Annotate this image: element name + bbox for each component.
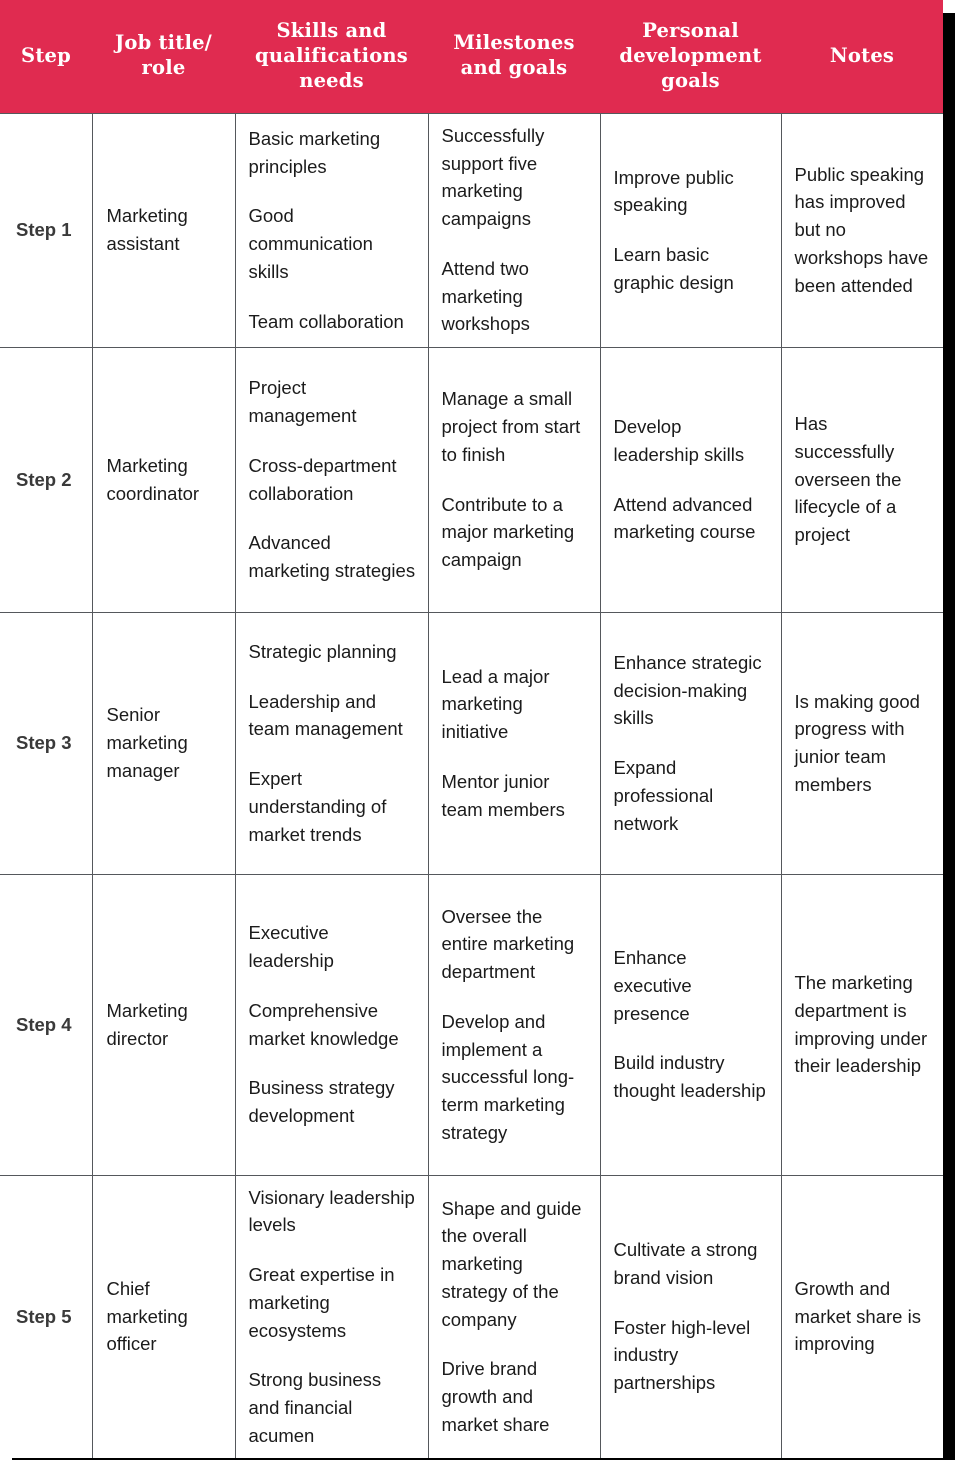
cell-notes-list	[795, 688, 933, 799]
cell-milestones-goals-item: Successfully support five marketing campaigns	[441, 124, 545, 230]
cell-personal-development-goals-item: Build industry thought leadership	[613, 1052, 766, 1102]
column-header-job-title-role-line1: Job title/	[114, 31, 212, 55]
cell-personal-development-goals-item: Develop leadership skills	[613, 416, 745, 465]
column-header-skills-line3: needs	[299, 68, 364, 92]
cell-skills-qualifications-item: Comprehensive market knowledge	[248, 999, 399, 1049]
cell-personal-development-goals-item: Improve public speaking	[613, 166, 734, 216]
cell-skills-qualifications-item: Expert understanding of market trends	[248, 768, 387, 845]
cell-notes	[781, 1175, 943, 1458]
cell-skills-qualifications-item: Project management	[248, 377, 357, 426]
cell-milestones-goals-item: Mentor junior team members	[441, 770, 565, 820]
column-header-step-label: Step	[21, 43, 71, 67]
cell-job-title-role: Marketing coordinator	[92, 347, 235, 612]
column-header-skills-line1: Skills and	[276, 18, 387, 42]
cell-skills-qualifications-item: Team collaboration	[248, 310, 404, 332]
cell-skills-qualifications	[235, 1175, 428, 1458]
cell-milestones-goals-item: Attend two marketing workshops	[441, 257, 530, 335]
cell-skills-qualifications-item: Visionary leadership levels	[248, 1186, 415, 1236]
cell-skills-qualifications-item: Basic marketing principles	[248, 127, 381, 177]
cell-skills-qualifications-item: Executive leadership	[248, 922, 334, 971]
column-header-personal-line3: goals	[661, 68, 720, 92]
cell-step: Step 3	[0, 612, 92, 874]
cell-skills-qualifications	[235, 347, 428, 612]
cell-skills-qualifications-list	[249, 374, 417, 585]
cell-personal-development-goals-item: Enhance executive presence	[613, 947, 692, 1024]
cell-step: Step 5	[0, 1175, 92, 1458]
cell-notes-item: Public speaking has improved but no workshops have been attended	[794, 163, 929, 296]
table-row	[0, 874, 943, 1175]
cell-personal-development-goals-list	[614, 944, 770, 1105]
cell-notes-item: Has successfully overseen the lifecycle of a project	[794, 413, 902, 546]
cell-milestones-goals-item: Contribute to a major marketing campaign	[441, 493, 575, 570]
cell-milestones-goals	[428, 347, 600, 612]
cell-skills-qualifications-list	[249, 1184, 417, 1450]
cell-skills-qualifications-list	[249, 638, 417, 849]
cell-notes-list	[795, 969, 933, 1080]
column-header-personal-line2: development	[619, 43, 762, 67]
cell-notes-item: Growth and market share is improving	[794, 1277, 921, 1355]
cell-milestones-goals-item: Lead a major marketing initiative	[441, 665, 550, 743]
cell-milestones-goals-list	[442, 385, 589, 574]
cell-skills-qualifications-item: Cross-department collaboration	[248, 454, 397, 504]
cell-personal-development-goals-item: Expand professional network	[613, 757, 714, 834]
cell-notes-list	[795, 1275, 933, 1358]
cell-milestones-goals-list	[442, 663, 589, 824]
cell-step: Step 1	[0, 113, 92, 347]
cell-milestones-goals-list	[442, 903, 589, 1147]
column-header-notes	[781, 0, 943, 113]
cell-personal-development-goals-item: Cultivate a strong brand vision	[613, 1239, 758, 1288]
cell-personal-development-goals-list	[614, 413, 770, 546]
cell-personal-development-goals-list	[614, 649, 770, 838]
cell-skills-qualifications-item: Strategic planning	[248, 640, 397, 662]
cell-skills-qualifications-item: Advanced marketing strategies	[248, 532, 416, 581]
cell-skills-qualifications	[235, 612, 428, 874]
cell-milestones-goals-item: Shape and guide the overall marketing strategy of the company	[441, 1197, 582, 1330]
cell-notes	[781, 612, 943, 874]
cell-job-title-role: Marketing director	[92, 874, 235, 1175]
cell-milestones-goals	[428, 1175, 600, 1458]
cell-milestones-goals-item: Drive brand growth and market share	[441, 1358, 550, 1435]
table-body	[0, 113, 943, 1458]
cell-notes-list	[795, 410, 933, 549]
cell-personal-development-goals-item: Enhance strategic decision-making skills	[613, 651, 762, 729]
cell-personal-development-goals-item: Learn basic graphic design	[613, 244, 734, 293]
cell-job-title-role: Senior marketing manager	[92, 612, 235, 874]
column-header-job-title-role	[92, 0, 235, 113]
cell-milestones-goals-item: Oversee the entire marketing department	[441, 905, 575, 982]
column-header-personal-development-goals	[600, 0, 781, 113]
table-header	[0, 0, 943, 113]
column-header-job-title-role-line2: role	[141, 56, 186, 80]
cell-personal-development-goals-list	[614, 1236, 770, 1397]
cell-skills-qualifications-item: Great expertise in marketing ecosystems	[248, 1264, 395, 1341]
column-header-milestones-line1: Milestones	[453, 31, 575, 55]
cell-milestones-goals-item: Develop and implement a successful long-term marketing strategy	[441, 1010, 575, 1143]
cell-job-title-role: Chief marketing officer	[92, 1175, 235, 1458]
cell-personal-development-goals-item: Foster high-level industry partnerships	[613, 1316, 751, 1394]
column-header-skills-qualifications	[235, 0, 428, 113]
cell-personal-development-goals-item: Attend advanced marketing course	[613, 493, 756, 543]
cell-skills-qualifications-item: Good communication skills	[248, 205, 373, 282]
cell-personal-development-goals	[600, 612, 781, 874]
cell-personal-development-goals	[600, 874, 781, 1175]
cell-personal-development-goals-list	[614, 164, 770, 297]
cell-skills-qualifications	[235, 874, 428, 1175]
cell-notes	[781, 113, 943, 347]
cell-milestones-goals-list	[442, 122, 589, 338]
cell-notes-item: The marketing department is improving under their leadership	[794, 972, 928, 1077]
column-header-notes-label: Notes	[829, 43, 895, 67]
cell-skills-qualifications-list	[249, 125, 417, 336]
cell-personal-development-goals	[600, 113, 781, 347]
column-header-milestones-goals	[428, 0, 600, 113]
cell-notes-list	[795, 161, 933, 300]
cell-skills-qualifications-item: Leadership and team management	[248, 690, 403, 740]
cell-milestones-goals-item: Manage a small project from start to finish	[441, 388, 581, 465]
cell-skills-qualifications	[235, 113, 428, 347]
cell-skills-qualifications-item: Strong business and financial acumen	[248, 1369, 382, 1446]
column-header-step	[0, 0, 92, 113]
table-row	[0, 347, 943, 612]
cell-personal-development-goals	[600, 347, 781, 612]
cell-skills-qualifications-item: Business strategy development	[248, 1077, 395, 1126]
cell-notes	[781, 874, 943, 1175]
cell-step: Step 2	[0, 347, 92, 612]
column-header-skills-line2: qualifications	[255, 43, 408, 67]
cell-milestones-goals	[428, 612, 600, 874]
table-row	[0, 612, 943, 874]
cell-personal-development-goals	[600, 1175, 781, 1458]
column-header-milestones-line2: and goals	[460, 56, 568, 80]
cell-job-title-role: Marketing assistant	[92, 113, 235, 347]
cell-milestones-goals-list	[442, 1195, 589, 1439]
cell-milestones-goals	[428, 113, 600, 347]
table-row	[0, 113, 943, 347]
column-header-personal-line1: Personal	[642, 18, 739, 42]
cell-notes	[781, 347, 943, 612]
table-row	[0, 1175, 943, 1458]
cell-milestones-goals	[428, 874, 600, 1175]
cell-notes-item: Is making good progress with junior team members	[794, 690, 920, 795]
cell-skills-qualifications-list	[249, 919, 417, 1130]
cell-step: Step 4	[0, 874, 92, 1175]
table-header-row	[0, 0, 943, 113]
